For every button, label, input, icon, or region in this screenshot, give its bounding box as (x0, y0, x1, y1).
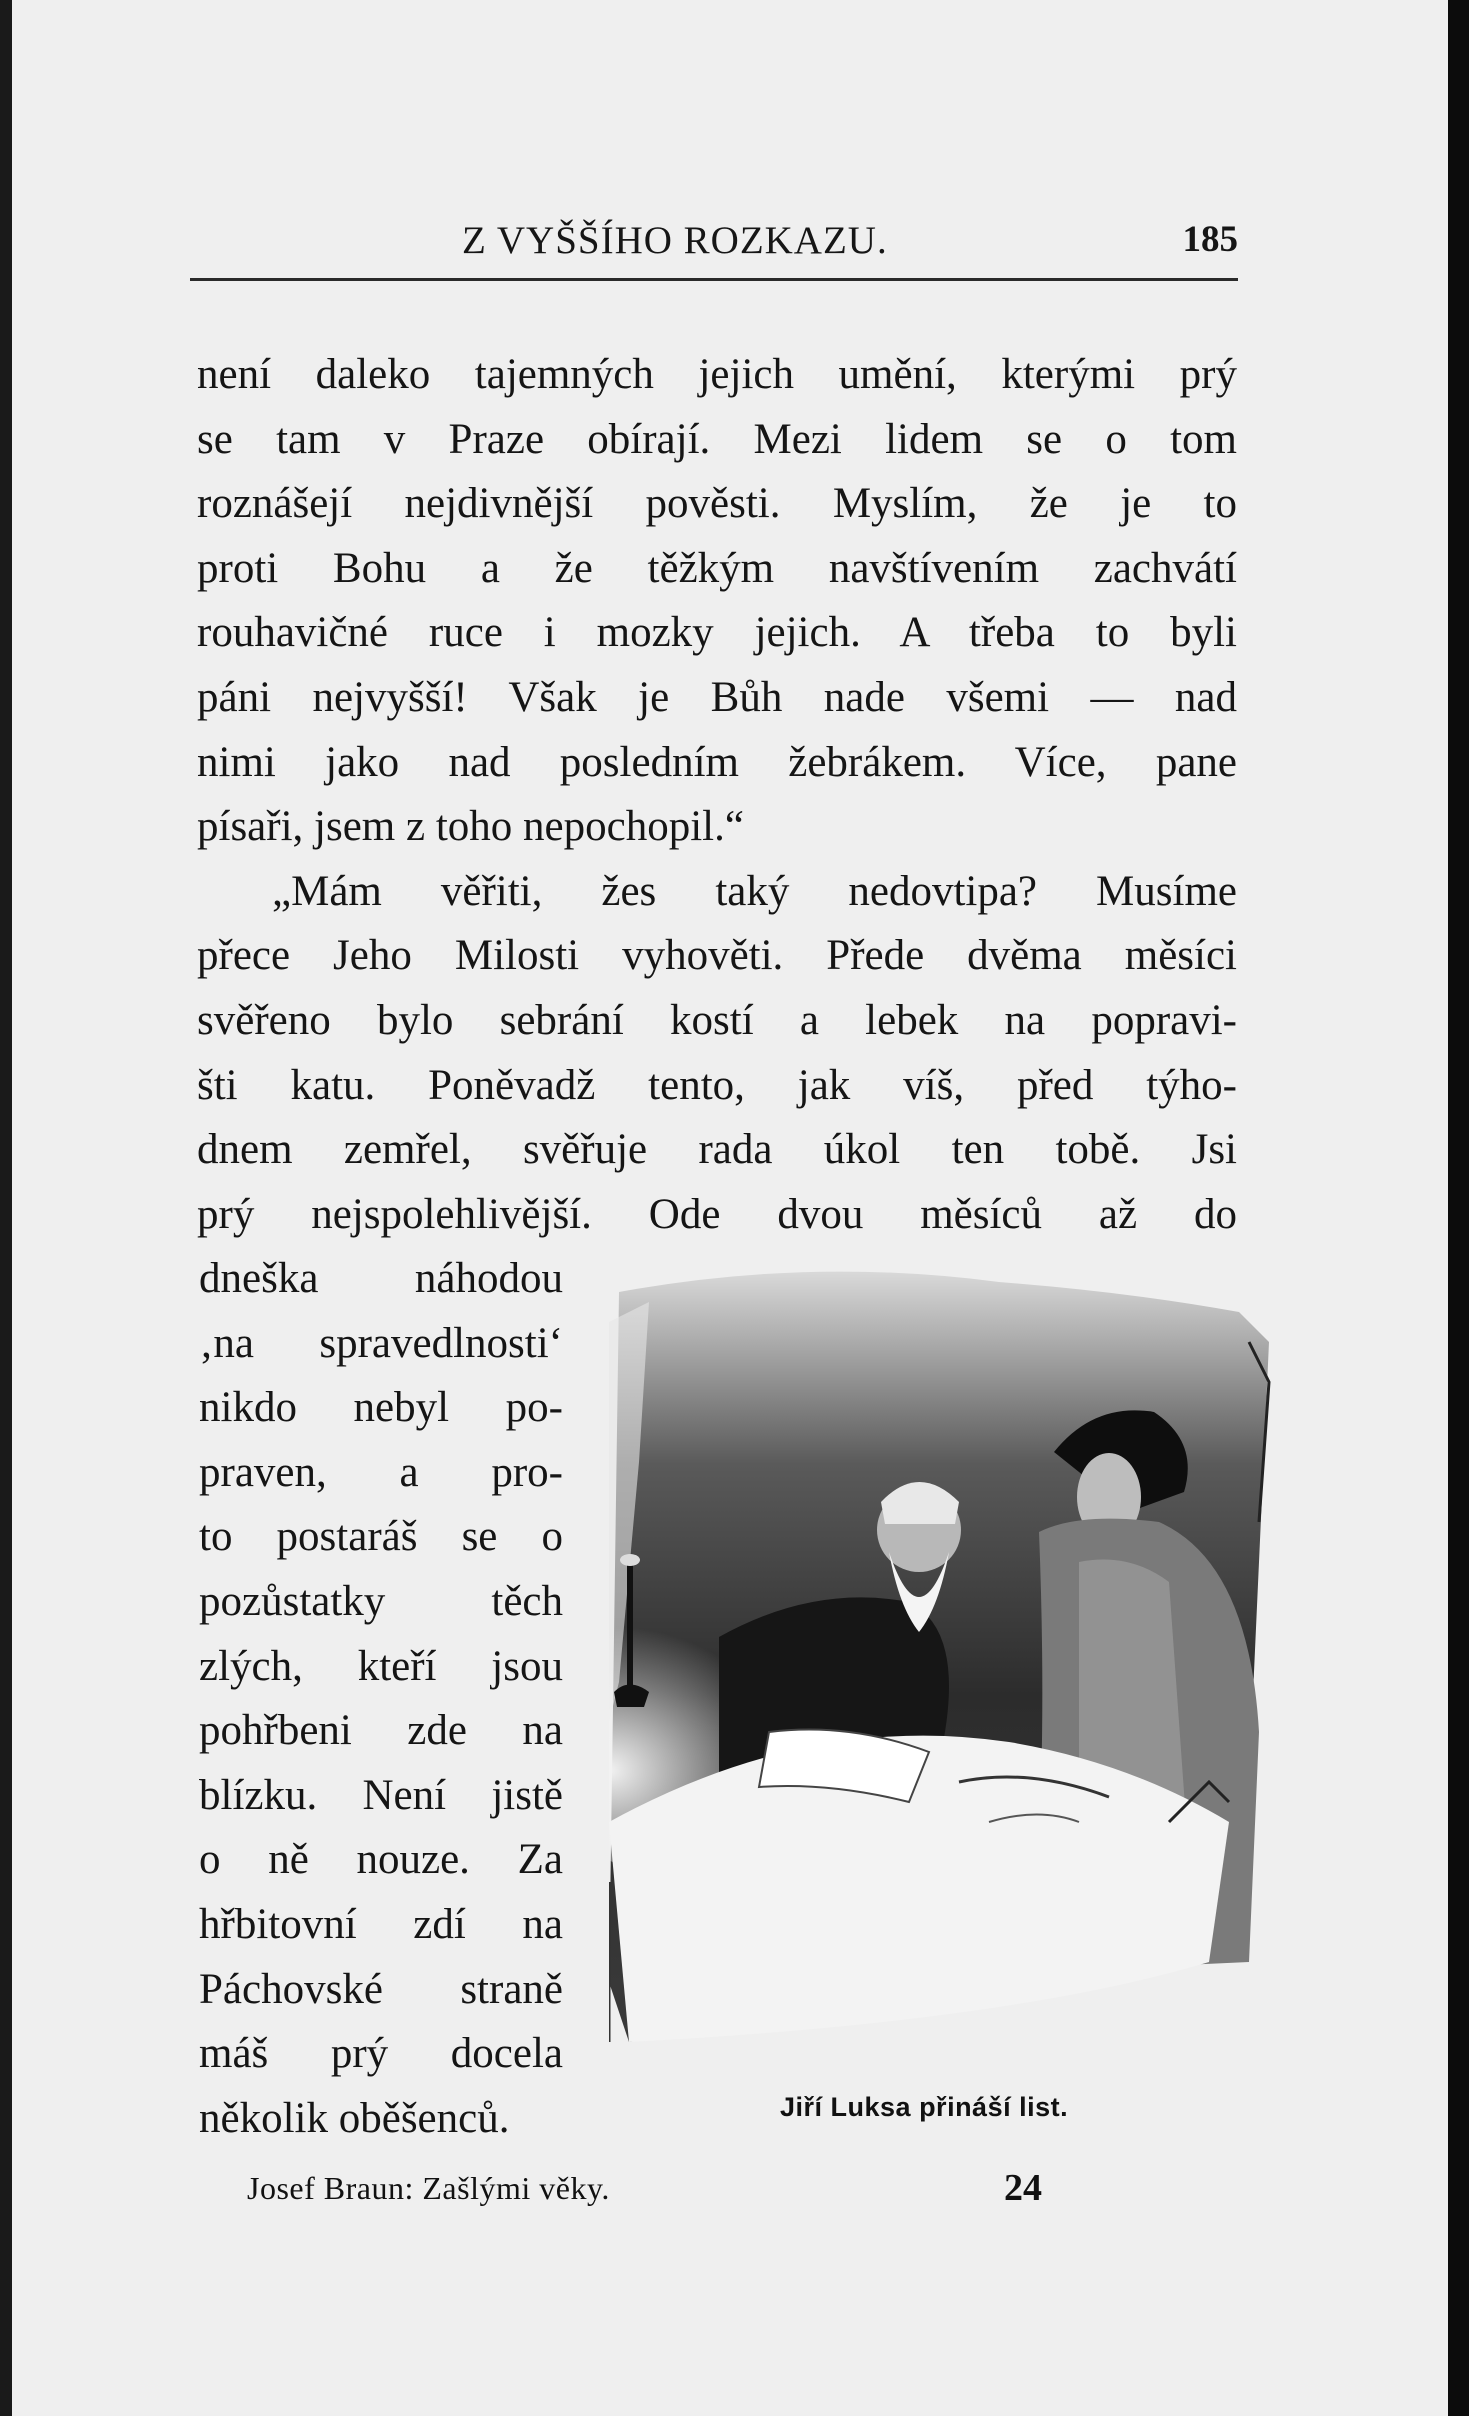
text-line: nimi jako nad posledním žebrákem. Více, pane (197, 738, 1237, 786)
text-line: se tam v Praze obírají. Mezi lidem se o tom (197, 415, 1237, 463)
text-line: hřbitovní zdí na (199, 1900, 563, 1948)
text-line: přece Jeho Milosti vyhověti. Přede dvěma měsíci (197, 932, 1237, 980)
signature-mark: 24 (1004, 2167, 1042, 2209)
text-line: rouhavičné ruce i mozky jejich. A třeba to byli (197, 609, 1237, 657)
scan-edge-right (1448, 0, 1469, 2416)
text-line: zlých, kteří jsou (199, 1642, 563, 1690)
text-line: několik oběšenců. (199, 2094, 510, 2142)
text-line: nikdo nebyl po- (199, 1384, 563, 1432)
text-line: máš prý docela (199, 2030, 563, 2078)
text-line: dneška náhodou (199, 1255, 563, 1302)
text-line: šti katu. Poněvadž tento, jak víš, před týho- (197, 1061, 1237, 1109)
text-line: ‚na spravedlnosti‘ (199, 1319, 563, 1367)
text-line: svěřeno bylo sebrání kostí a lebek na popravi- (197, 996, 1237, 1044)
text-line: „Mám věřiti, žes taký nedovtipa? Musíme (272, 867, 1237, 915)
text-line: pozůstatky těch (199, 1577, 563, 1625)
text-line: praven, a pro- (199, 1448, 563, 1496)
text-line: není daleko tajemných jejich umění, kterými prý (197, 351, 1237, 398)
engraving-illustration (609, 1262, 1309, 2052)
body-text (197, 343, 1237, 1247)
text-line: proti Bohu a že těžkým navštívením zachvátí (197, 544, 1237, 592)
text-line: páni nejvyšší! Však je Bůh nade všemi — nad (197, 673, 1237, 721)
text-line: písaři, jsem z toho nepochopil.“ (197, 803, 744, 851)
text-line: blízku. Není jistě (199, 1771, 563, 1819)
side-column-text (199, 1247, 563, 2151)
running-head (190, 218, 1238, 268)
text-line: pohřbeni zde na (199, 1707, 563, 1755)
illustration-caption: Jiří Luksa přináší list. (780, 2092, 1069, 2122)
text-line: roznášejí nejdivnější pověsti. Myslím, že je to (197, 480, 1237, 528)
page-footer (247, 2167, 1047, 2216)
text-line: prý nejspolehlivější. Ode dvou měsíců až do (197, 1190, 1237, 1238)
page-number: 185 (1182, 219, 1238, 260)
text-line: Páchovské straně (199, 1965, 563, 2013)
footer-author: Josef Braun: Zašlými věky. (247, 2170, 610, 2206)
text-line: to postaráš se o (199, 1513, 563, 1561)
chapter-title: Z VYŠŠÍHO ROZKAZU. (462, 219, 888, 262)
header-rule (190, 278, 1238, 281)
text-line: dnem zemřel, svěřuje rada úkol ten tobě. Jsi (197, 1126, 1237, 1174)
scan-edge-left (0, 0, 12, 2416)
text-line: o ně nouze. Za (199, 1836, 563, 1884)
